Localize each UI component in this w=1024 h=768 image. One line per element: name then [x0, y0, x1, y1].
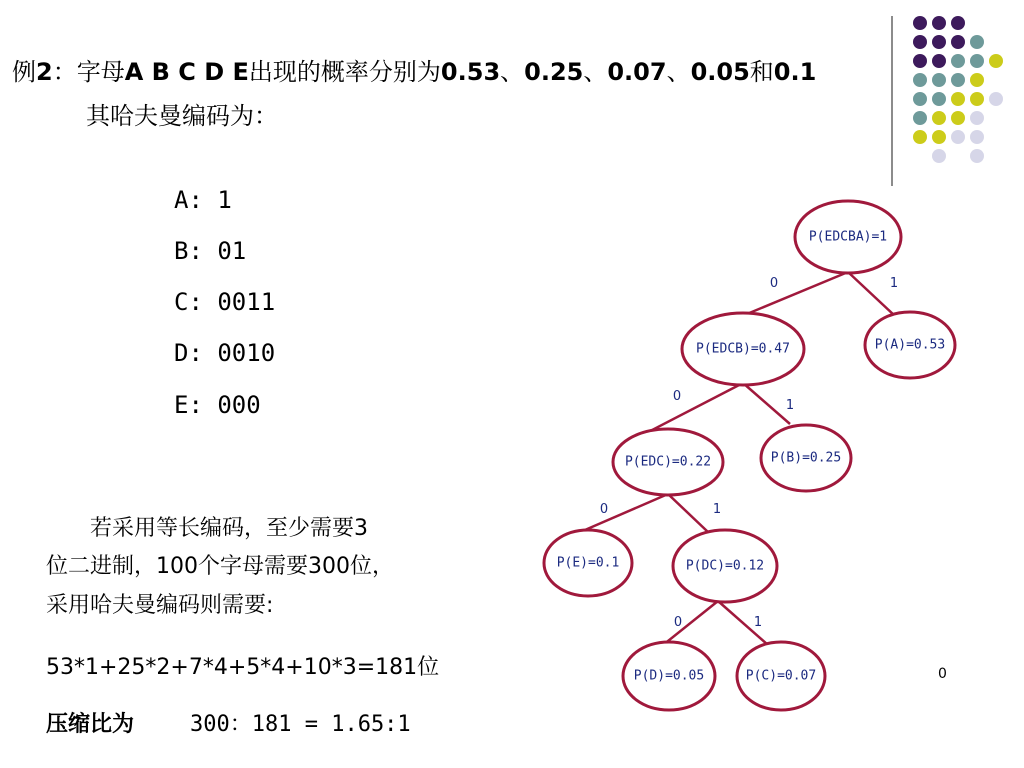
- decorative-dot: [951, 73, 965, 87]
- prob-1: 0.53: [440, 58, 501, 86]
- ratio-label: 压缩比为: [46, 712, 135, 737]
- edge-edc-e: [578, 494, 668, 533]
- para-line-3: 采用哈夫曼编码则需要:: [46, 593, 274, 618]
- decorative-dot: [932, 130, 946, 144]
- decorative-dot: [913, 16, 927, 30]
- prob-2: 0.25: [524, 58, 584, 86]
- and-word: 和: [749, 58, 774, 86]
- tree-node-b: [761, 425, 851, 491]
- title-mid: ：字母: [52, 58, 125, 86]
- decorative-dot: [989, 92, 1003, 106]
- edge-label-root-a: 1: [889, 276, 899, 291]
- code-b: B: 01: [174, 237, 247, 265]
- decorative-dot: [970, 111, 984, 125]
- edge-label-root-edcb: 0: [769, 276, 779, 291]
- tree-node-edcb: [682, 313, 804, 385]
- edge-edcb-b: [743, 383, 790, 424]
- decorative-dot: [970, 73, 984, 87]
- title-prefix: 例: [12, 58, 36, 86]
- decorative-dot: [970, 130, 984, 144]
- edge-label-edcb-edc: 0: [672, 389, 682, 404]
- node-label: P(EDCB)=0.47: [696, 341, 790, 357]
- sep-1: 、: [500, 58, 525, 86]
- code-e: E: 000: [174, 391, 261, 419]
- decorative-dot: [913, 54, 927, 68]
- edge-label-dc-d: 0: [673, 615, 683, 630]
- edge-dc-d: [663, 601, 718, 645]
- decorative-dot: [970, 149, 984, 163]
- decorative-dot: [989, 54, 1003, 68]
- decorative-dot: [951, 54, 965, 68]
- decorative-dot: [913, 35, 927, 49]
- node-label: P(B)=0.25: [770, 450, 842, 466]
- decorative-dot: [970, 92, 984, 106]
- decorative-dot: [932, 149, 946, 163]
- decorative-dot: [951, 130, 965, 144]
- decorative-dot-grid: [913, 16, 1003, 163]
- tree-node-e: [544, 530, 632, 596]
- tree-node-edc: [613, 429, 723, 495]
- prob-4: 0.05: [690, 58, 750, 86]
- node-label: P(EDC)=0.22: [624, 454, 712, 470]
- sep-2: 、: [583, 58, 608, 86]
- tree-node-c: [737, 642, 825, 710]
- title-after: 出现的概率分别为: [248, 58, 441, 86]
- tree-node-dc: [673, 530, 777, 602]
- code-a: A: 1: [174, 186, 232, 214]
- node-label: P(DC)=0.12: [685, 558, 765, 574]
- tree-node-a: [865, 312, 955, 378]
- node-label: P(A)=0.53: [874, 337, 946, 353]
- code-c: C: 0011: [174, 288, 276, 316]
- tree-node-d: [623, 642, 715, 710]
- decorative-dot: [913, 73, 927, 87]
- decorative-dot: [951, 92, 965, 106]
- letters: A B C D E: [124, 58, 249, 86]
- decorative-dot: [932, 54, 946, 68]
- page-number: 0: [938, 666, 947, 682]
- edge-label-dc-c: 1: [753, 615, 763, 630]
- edge-label-edc-dc: 1: [712, 502, 722, 517]
- decorative-dot: [932, 111, 946, 125]
- formula: 53*1+25*2+7*4+5*4+10*3=181位: [46, 655, 440, 680]
- prob-5: 0.1: [773, 58, 817, 86]
- decorative-dot: [970, 35, 984, 49]
- node-label: P(C)=0.07: [745, 668, 817, 684]
- tree-node-root: [795, 201, 901, 273]
- para-line-2: 位二进制，100个字母需要300位，: [46, 554, 394, 579]
- edge-label-edc-e: 0: [599, 502, 609, 517]
- decorative-dot: [913, 130, 927, 144]
- edge-label-edcb-b: 1: [785, 398, 795, 413]
- node-label: P(E)=0.1: [556, 555, 620, 571]
- decorative-dot: [932, 35, 946, 49]
- decorative-dot: [932, 73, 946, 87]
- decorative-dot: [913, 111, 927, 125]
- decorative-dot: [951, 111, 965, 125]
- ratio-value: 300：181 = 1.65:1: [190, 712, 411, 737]
- example-number: 2: [36, 58, 53, 86]
- edge-root-a: [848, 272, 895, 316]
- edge-edc-dc: [668, 494, 708, 532]
- code-d: D: 0010: [174, 339, 276, 367]
- title-line-2: 其哈夫曼编码为：: [86, 102, 278, 130]
- para-line-1: 若采用等长编码，至少需要3: [90, 516, 368, 541]
- node-label: P(D)=0.05: [633, 668, 705, 684]
- decorative-dot: [951, 16, 965, 30]
- prob-3: 0.07: [607, 58, 667, 86]
- sep-3: 、: [666, 58, 691, 86]
- decorative-dot: [951, 35, 965, 49]
- decorative-dot: [932, 16, 946, 30]
- decorative-dot: [932, 92, 946, 106]
- decorative-dot: [913, 92, 927, 106]
- node-label: P(EDCBA)=1: [808, 229, 888, 245]
- decorative-dot: [970, 54, 984, 68]
